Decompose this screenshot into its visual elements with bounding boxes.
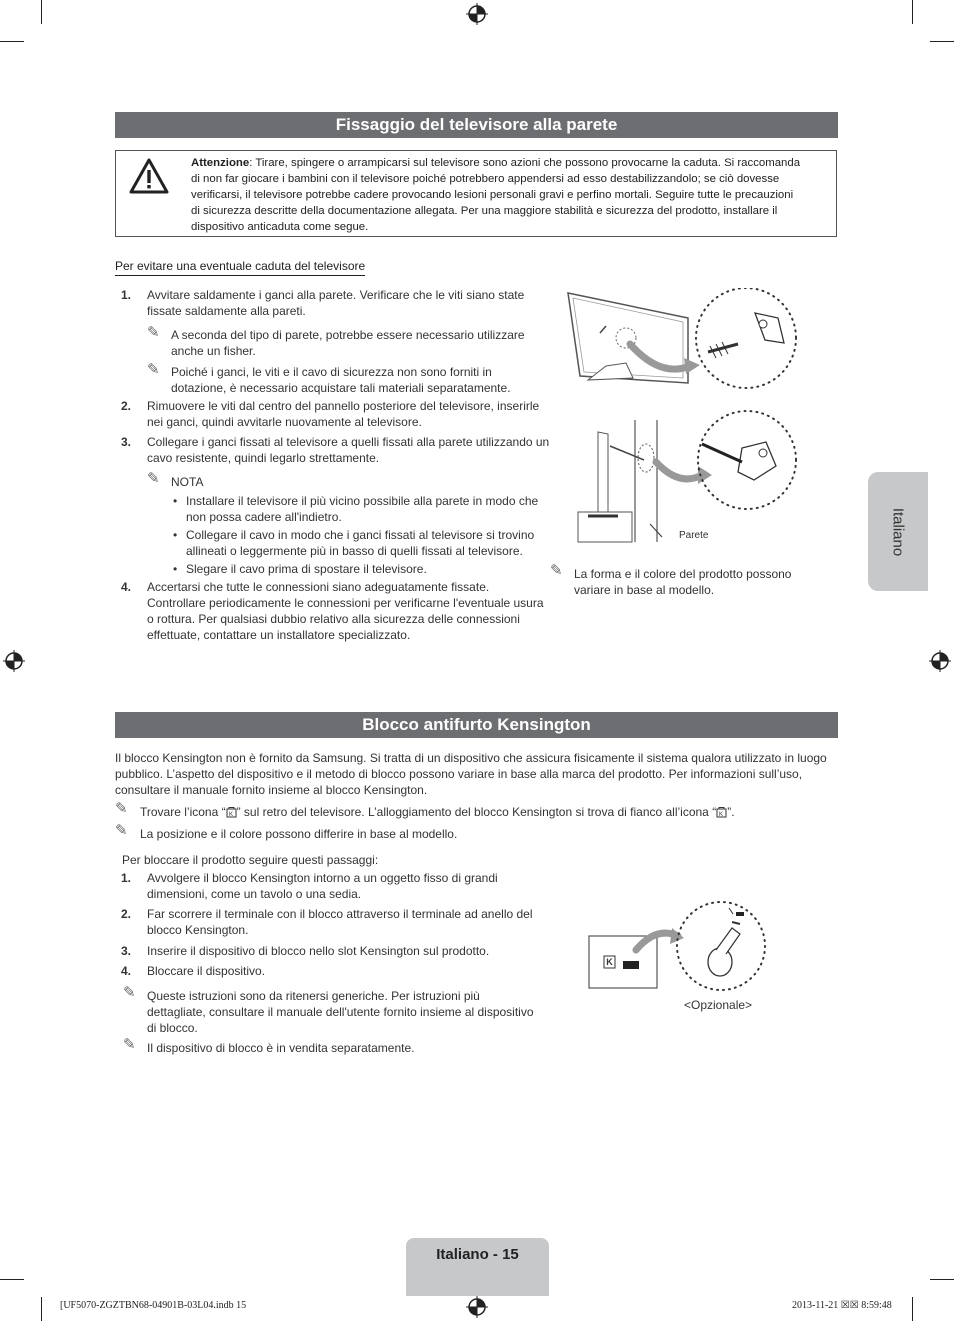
bullet-text bbox=[186, 561, 427, 577]
crop-mark bbox=[0, 41, 24, 42]
step-number: 3. bbox=[121, 435, 132, 449]
note-text: La posizione e il colore possono differire in base al modello. bbox=[140, 827, 458, 841]
step-text bbox=[147, 434, 549, 466]
line: consultare il manuale fornito insieme al blocco Kensington. bbox=[115, 783, 428, 797]
line: Slegare il cavo prima di spostare il televisore. bbox=[186, 562, 427, 576]
page-number-tab bbox=[406, 1238, 549, 1296]
warning-text bbox=[191, 155, 831, 235]
svg-text:K: K bbox=[228, 812, 233, 818]
step-text bbox=[147, 398, 539, 430]
line: blocco Kensington. bbox=[147, 923, 249, 937]
warning-line: di non far giocare i bambini con il televisore poiché potrebbero appendersi ad esso destabilizzandolo; se ciò dovesse bbox=[191, 173, 780, 185]
line: dimensioni, come un tavolo o una sedia. bbox=[147, 887, 362, 901]
line: variare in base al modello. bbox=[574, 583, 715, 597]
registration-mark-icon bbox=[466, 3, 488, 25]
kensington-lock-illustration bbox=[586, 896, 776, 996]
crop-mark bbox=[912, 1297, 913, 1321]
line: Queste istruzioni sono da ritenersi generiche. Per istruzioni più bbox=[147, 989, 480, 1003]
line: anche un fisher. bbox=[171, 344, 256, 358]
crop-mark bbox=[41, 1297, 42, 1321]
step-number: 1. bbox=[121, 871, 132, 885]
line: Collegare il cavo in modo che i ganci fissati al televisore si trovino bbox=[186, 528, 535, 542]
side-tab-label: Italiano bbox=[889, 507, 907, 556]
step-number: 4. bbox=[121, 580, 132, 594]
line: A seconda del tipo di parete, potrebbe essere necessario utilizzare bbox=[171, 328, 525, 342]
note-text bbox=[147, 988, 534, 1036]
step-number: 1. bbox=[121, 288, 132, 302]
warning-label: Attenzione bbox=[191, 157, 250, 169]
step-text bbox=[147, 579, 544, 643]
note-text bbox=[171, 364, 511, 396]
step-number: 3. bbox=[121, 944, 132, 958]
line: fissate saldamente alla pareti. bbox=[147, 304, 306, 318]
note-text bbox=[140, 804, 735, 820]
line: Accertarsi che tutte le connessioni siano adeguatamente fissate. bbox=[147, 580, 490, 594]
bullet-dot: • bbox=[173, 562, 178, 576]
tv-wall-hook-illustration bbox=[560, 288, 805, 416]
line: di blocco. bbox=[147, 1021, 198, 1035]
warning-triangle-icon bbox=[128, 157, 170, 195]
line: Controllare periodicamente le connessioni per verificarne l'eventuale usura bbox=[147, 596, 544, 610]
note-text: Il dispositivo di blocco è in vendita separatamente. bbox=[147, 1041, 415, 1055]
section-title-wall-mount: Fissaggio del televisore alla parete bbox=[115, 112, 838, 138]
registration-mark-icon bbox=[3, 650, 25, 672]
side-language-tab bbox=[868, 472, 928, 591]
pencil-note-icon: ✎ bbox=[147, 324, 160, 341]
pencil-note-icon: ✎ bbox=[147, 361, 160, 378]
registration-mark-icon bbox=[929, 650, 951, 672]
tv-side-wall-illustration bbox=[570, 406, 805, 546]
crop-mark bbox=[912, 0, 913, 24]
nota-label: NOTA bbox=[171, 475, 204, 489]
step-number: 4. bbox=[121, 964, 132, 978]
line: Collegare i ganci fissati al televisore a quelli fissati alla parete utilizzando un bbox=[147, 435, 550, 449]
line: effettuate, contattare un installatore specializzato. bbox=[147, 628, 411, 642]
note-part: ” sul retro del televisore. L’alloggiamento del blocco Kensington si trova di fianco all’icona “ bbox=[236, 805, 717, 819]
bullet-text bbox=[186, 527, 534, 559]
line: cavo resistente, quindi legarlo strettamente. bbox=[147, 451, 380, 465]
line: o rottura. Per qualsiasi dubbio relativo alla sicurezza delle connessioni bbox=[147, 612, 520, 626]
pencil-note-icon: ✎ bbox=[123, 984, 136, 1001]
wall-label: Parete bbox=[679, 530, 709, 541]
warning-line: verificarsi, il televisore potrebbe cadere provocando lesioni personali gravi e perfino mortali. Seguire tutte le precauzioni bbox=[191, 189, 794, 201]
image-note-text bbox=[574, 566, 791, 598]
registration-mark-icon bbox=[466, 1296, 488, 1318]
line: pubblico. L’aspetto del dispositivo e il metodo di blocco possono variare in base alla marca del prodotto. Per informazioni sull’uso, bbox=[115, 767, 803, 781]
line: nei ganci, quindi avvitarle nuovamente al televisore. bbox=[147, 415, 422, 429]
line: Avvolgere il blocco Kensington intorno a un oggetto fisso di grandi bbox=[147, 871, 498, 885]
kensington-lock-icon bbox=[226, 806, 237, 818]
note-part: ”. bbox=[727, 805, 735, 819]
line: non possa cadere all'indietro. bbox=[186, 510, 342, 524]
line: Bloccare il dispositivo. bbox=[147, 964, 266, 978]
crop-mark bbox=[930, 1279, 954, 1280]
optional-label: <Opzionale> bbox=[684, 998, 753, 1012]
footer-date-info: 2013-11-21 ☒☒ 8:59:48 bbox=[792, 1300, 892, 1311]
line: allineati o leggermente più in basso di quelli fissati al televisore. bbox=[186, 544, 523, 558]
footer-file-info: [UF5070-ZGZTBN68-04901B-03L04.indb 15 bbox=[60, 1300, 247, 1311]
line: Avvitare saldamente i ganci alla parete. Verificare che le viti siano state bbox=[147, 288, 525, 302]
line: Poiché i ganci, le viti e il cavo di sicurezza non sono forniti in bbox=[171, 365, 492, 379]
warning-box bbox=[115, 150, 837, 237]
line: Rimuovere le viti dal centro del pannello posteriore del televisore, inserirle bbox=[147, 399, 540, 413]
warning-line: di sicurezza descritte della documentazione allegata. Per una maggiore stabilità e sicurezza del prodotto, installare il bbox=[191, 205, 778, 217]
bullet-text bbox=[186, 493, 538, 525]
crop-mark bbox=[930, 41, 954, 42]
subheading-prevent-fall: Per evitare una eventuale caduta del televisore bbox=[115, 258, 365, 276]
pencil-note-icon: ✎ bbox=[550, 562, 563, 579]
line: Far scorrere il terminale con il blocco attraverso il terminale ad anello del bbox=[147, 907, 533, 921]
step-text bbox=[147, 870, 498, 902]
line: Installare il televisore il più vicino possibile alla parete in modo che bbox=[186, 494, 539, 508]
line: La forma e il colore del prodotto possono bbox=[574, 567, 792, 581]
step-text bbox=[147, 963, 265, 979]
bullet-dot: • bbox=[173, 494, 178, 508]
step-text bbox=[147, 287, 524, 319]
line: Inserire il dispositivo di blocco nello slot Kensington sul prodotto. bbox=[147, 944, 490, 958]
warning-line: dispositivo anticaduta come segue. bbox=[191, 221, 369, 233]
step-number: 2. bbox=[121, 907, 132, 921]
line: dettagliate, consultare il manuale dell'utente fornito insieme al dispositivo bbox=[147, 1005, 534, 1019]
page-number-label: Italiano - 15 bbox=[436, 1246, 519, 1263]
step-number: 2. bbox=[121, 399, 132, 413]
step-text bbox=[147, 906, 533, 938]
step-text bbox=[147, 943, 489, 959]
pencil-note-icon: ✎ bbox=[115, 800, 128, 817]
pencil-note-icon: ✎ bbox=[147, 470, 160, 487]
steps-lead: Per bloccare il prodotto seguire questi passaggi: bbox=[122, 853, 379, 867]
kensington-lock-icon bbox=[716, 806, 727, 818]
svg-text:K: K bbox=[719, 812, 724, 818]
crop-mark bbox=[41, 0, 42, 24]
pencil-note-icon: ✎ bbox=[123, 1036, 136, 1053]
intro-text bbox=[115, 750, 827, 798]
pencil-note-icon: ✎ bbox=[115, 822, 128, 839]
line: Il blocco Kensington non è fornito da Samsung. Si tratta di un dispositivo che assicura fisicamente il sistema qualora utilizzato in luogo bbox=[115, 751, 827, 765]
section-title-kensington: Blocco antifurto Kensington bbox=[115, 712, 838, 738]
bullet-dot: • bbox=[173, 528, 178, 542]
kensington-k-letter: K bbox=[606, 957, 613, 967]
line: dotazione, è necessario acquistare tali materiali separatamente. bbox=[171, 381, 511, 395]
crop-mark bbox=[0, 1279, 24, 1280]
note-text bbox=[171, 327, 525, 359]
note-part: Trovare l’icona “ bbox=[140, 805, 226, 819]
warning-line: : Tirare, spingere o arrampicarsi sul televisore sono azioni che possono provocarne la caduta. Si raccomanda bbox=[249, 157, 801, 169]
